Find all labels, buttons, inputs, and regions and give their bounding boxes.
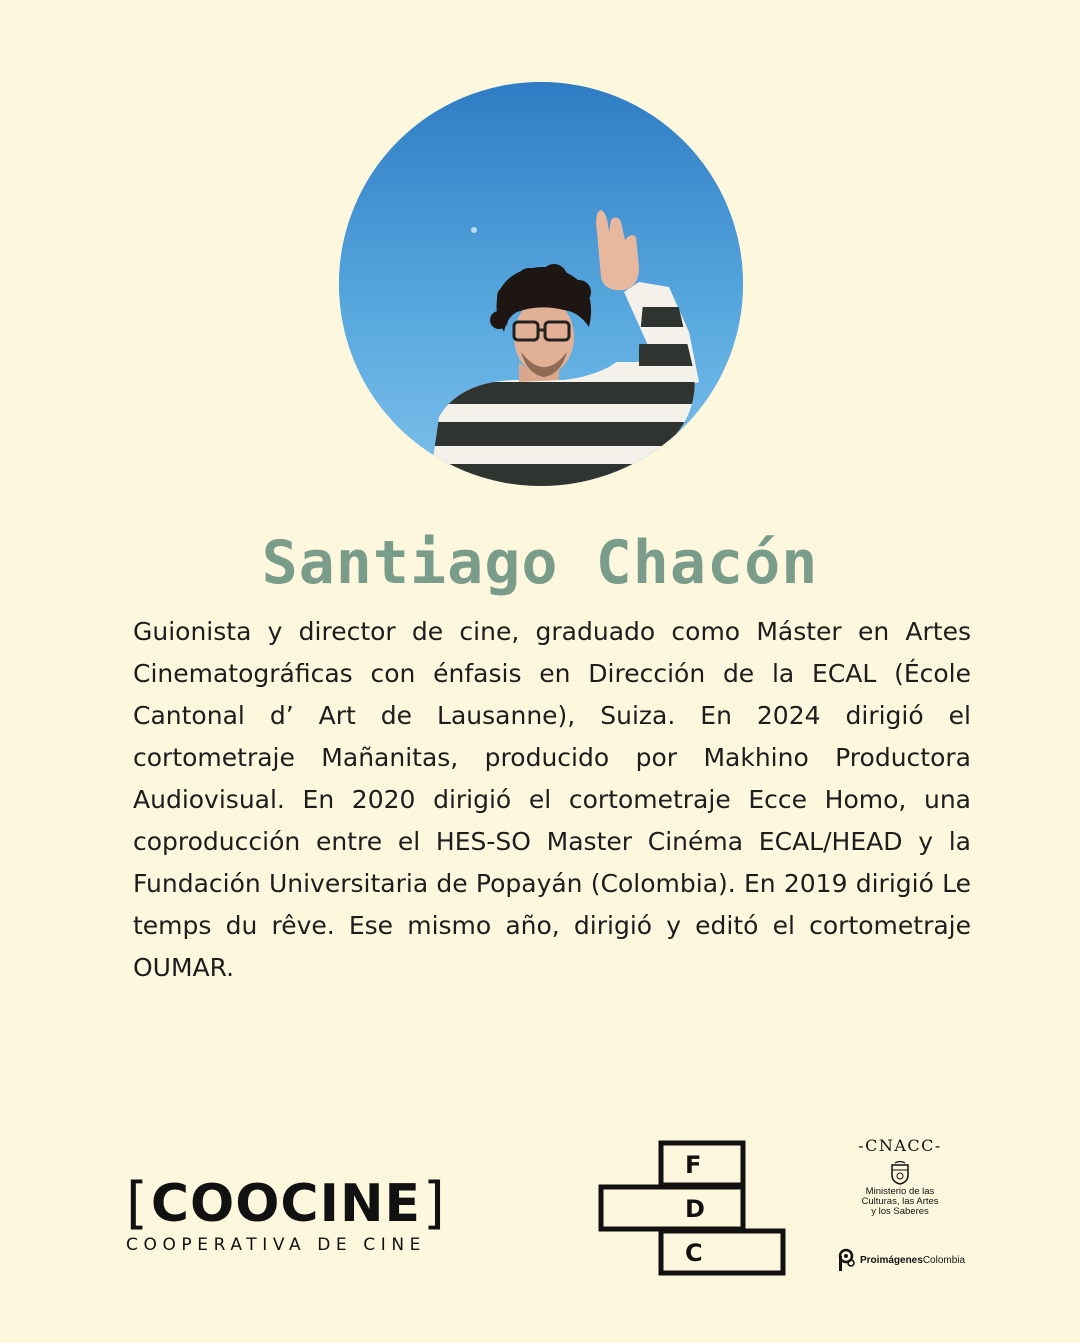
fdc-letter-f: F bbox=[685, 1151, 702, 1179]
proimagenes-regular: Colombia bbox=[922, 1254, 966, 1266]
cnacc-label: -CNACC- bbox=[858, 1136, 942, 1155]
coocine-subtitle: COOPERATIVA DE CINE bbox=[126, 1235, 427, 1255]
portrait-illustration bbox=[339, 82, 743, 486]
coocine-wordmark bbox=[126, 1171, 446, 1236]
proimagenes-bold: Proimágenes bbox=[860, 1254, 923, 1266]
coocine-word: COOCINE bbox=[150, 1174, 421, 1234]
colombia-crest-icon bbox=[889, 1161, 911, 1185]
biography-text: Guionista y director de cine, graduado como Máster en Artes Cinematográficas con énfasis en Dirección de la ECAL (École Cantonal d’ Art de Lausanne), Suiza. En 2024 dirigió el cortometraje Mañanitas, producido por Makhino Productora Audiovisual. En 2020 dirigió el cortometraje Ecce Homo, una coproducción entre el HES-SO Master Cinéma ECAL/HEAD y la Fundación Universitaria de Popayán (Colombia). En 2019 dirigió Le temps du rêve. Ese mismo año, dirigió y editó el cortometraje OUMAR. bbox=[133, 617, 971, 982]
proimagenes-logo bbox=[838, 1248, 965, 1272]
coocine-bracket-close: ] bbox=[422, 1171, 446, 1236]
ministry-line-2: Culturas, las Artes bbox=[861, 1196, 939, 1207]
ministry-line-1: Ministerio de las bbox=[865, 1186, 935, 1197]
cnacc-logo bbox=[830, 1136, 970, 1217]
fdc-letter-d: D bbox=[685, 1195, 705, 1223]
fdc-letter-c: C bbox=[685, 1239, 703, 1267]
fdc-logo bbox=[598, 1140, 790, 1280]
portrait-photo bbox=[339, 82, 743, 486]
fdc-box-d bbox=[601, 1187, 743, 1229]
person-name: Santiago Chacón bbox=[261, 528, 819, 598]
coocine-bracket-open: [ bbox=[126, 1171, 149, 1236]
ministry-line-3: y los Saberes bbox=[871, 1206, 929, 1217]
proimagenes-mark-icon bbox=[838, 1248, 858, 1272]
fdc-box-c bbox=[661, 1231, 783, 1273]
fdc-box-f bbox=[661, 1143, 743, 1185]
coocine-logo bbox=[126, 1171, 446, 1255]
